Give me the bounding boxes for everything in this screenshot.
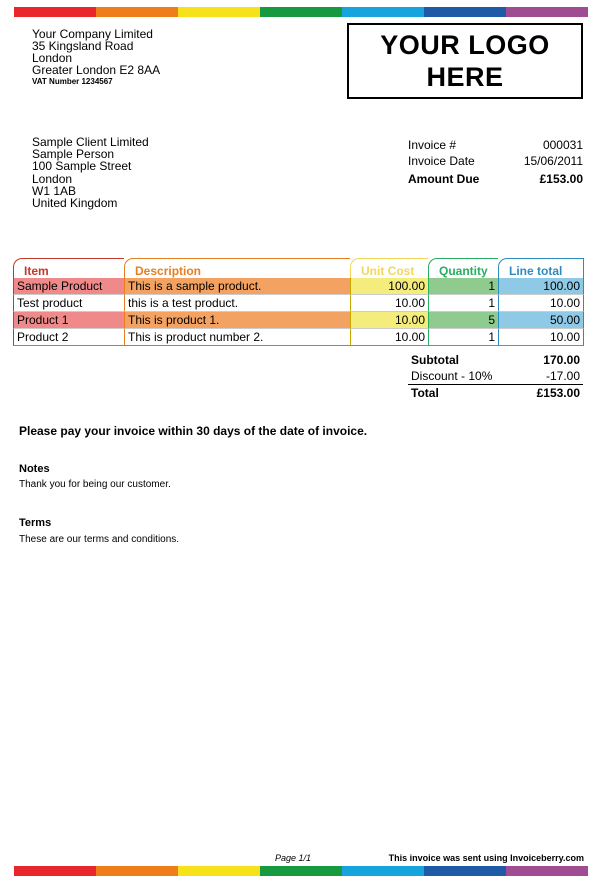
subtotal-value: 170.00 xyxy=(543,353,580,367)
stripe-segment xyxy=(260,7,342,17)
cell-line-total: 100.00 xyxy=(498,278,584,295)
cell-description: This is product 1. xyxy=(124,312,350,329)
stripe-segment xyxy=(506,7,588,17)
column-header-quantity: Quantity xyxy=(428,258,498,278)
table-header-row xyxy=(13,258,584,278)
column-header-item: Item xyxy=(13,258,124,278)
stripe-segment xyxy=(14,866,96,876)
cell-unit-cost: 10.00 xyxy=(350,312,428,329)
cell-quantity: 1 xyxy=(428,295,498,312)
invoice-date-row xyxy=(408,154,583,170)
client-city: London xyxy=(32,171,73,186)
column-header-line-total: Line total xyxy=(498,258,584,278)
cell-unit-cost: 10.00 xyxy=(350,295,428,312)
company-city: London xyxy=(32,51,73,65)
discount-row xyxy=(408,368,583,384)
client-postcode: W1 1AB xyxy=(32,183,77,198)
amount-due-label: Amount Due xyxy=(408,172,480,186)
notes-heading: Notes xyxy=(19,463,50,475)
subtotal-row xyxy=(408,352,583,368)
invoice-date-value: 15/06/2011 xyxy=(523,154,583,168)
discount-value: -17.00 xyxy=(545,369,580,383)
column-header-description: Description xyxy=(124,258,350,278)
cell-line-total: 50.00 xyxy=(498,312,584,329)
stripe-segment xyxy=(260,866,342,876)
total-label: Total xyxy=(411,386,439,400)
discount-label: Discount - 10% xyxy=(411,369,493,383)
cell-item: Test product xyxy=(13,295,124,312)
invoice-number-label: Invoice # xyxy=(408,138,457,152)
total-row xyxy=(408,384,583,401)
logo-line-1: YOUR LOGO xyxy=(380,30,550,60)
cell-description: This is a sample product. xyxy=(124,278,350,295)
client-street: 100 Sample Street xyxy=(32,159,132,174)
stripe-segment xyxy=(96,866,178,876)
cell-line-total: 10.00 xyxy=(498,329,584,346)
stripe-segment xyxy=(178,7,260,17)
stripe-segment xyxy=(178,866,260,876)
bottom-color-stripe xyxy=(14,866,588,876)
cell-quantity: 1 xyxy=(428,278,498,295)
client-company: Sample Client Limited xyxy=(32,135,149,149)
company-address xyxy=(32,28,160,87)
invoice-date-label: Invoice Date xyxy=(408,154,475,168)
table-row xyxy=(13,295,584,312)
logo-placeholder xyxy=(347,23,583,99)
cell-description: This is product number 2. xyxy=(124,329,350,346)
invoice-meta xyxy=(408,138,583,188)
company-region: Greater London E2 8AA xyxy=(32,63,161,77)
stripe-segment xyxy=(342,866,424,876)
stripe-segment xyxy=(96,7,178,17)
line-items-table xyxy=(13,258,584,346)
invoice-number-value: 000031 xyxy=(542,138,583,152)
cell-line-total: 10.00 xyxy=(498,295,584,312)
logo-line-2: HERE xyxy=(426,62,504,92)
stripe-segment xyxy=(424,7,506,17)
totals-block xyxy=(408,352,583,401)
cell-description: this is a test product. xyxy=(124,295,350,312)
client-person: Sample Person xyxy=(32,147,115,162)
table-row xyxy=(13,278,584,295)
company-address-line: 35 Kingsland Road xyxy=(32,39,134,53)
subtotal-label: Subtotal xyxy=(411,353,459,367)
terms-text: These are our terms and conditions. xyxy=(19,534,180,545)
amount-due-value: £153.00 xyxy=(539,172,583,186)
company-name: Your Company Limited xyxy=(32,27,153,41)
total-value: £153.00 xyxy=(536,386,580,400)
cell-unit-cost: 10.00 xyxy=(350,329,428,346)
page-number: Page 1/1 xyxy=(275,853,312,863)
top-color-stripe xyxy=(14,7,588,17)
cell-quantity: 5 xyxy=(428,312,498,329)
invoice-number-row xyxy=(408,138,583,154)
cell-item: Product 2 xyxy=(13,329,124,346)
stripe-segment xyxy=(424,866,506,876)
column-header-unit-cost: Unit Cost xyxy=(350,258,428,278)
vat-number: VAT Number 1234567 xyxy=(32,77,113,86)
stripe-segment xyxy=(342,7,424,17)
notes-text: Thank you for being our customer. xyxy=(19,479,171,490)
table-row xyxy=(13,312,584,329)
stripe-segment xyxy=(14,7,96,17)
amount-due-row xyxy=(408,172,583,188)
table-row xyxy=(13,329,584,346)
stripe-segment xyxy=(506,866,588,876)
client-country: United Kingdom xyxy=(32,196,118,211)
cell-item: Product 1 xyxy=(13,312,124,329)
client-address xyxy=(32,136,149,209)
cell-unit-cost: 100.00 xyxy=(350,278,428,295)
payment-terms: Please pay your invoice within 30 days of the date of invoice. xyxy=(19,424,368,438)
cell-item: Sample Product xyxy=(13,278,124,295)
cell-quantity: 1 xyxy=(428,329,498,346)
terms-heading: Terms xyxy=(19,517,52,529)
sent-by-note: This invoice was sent using Invoiceberry.com xyxy=(388,853,584,863)
